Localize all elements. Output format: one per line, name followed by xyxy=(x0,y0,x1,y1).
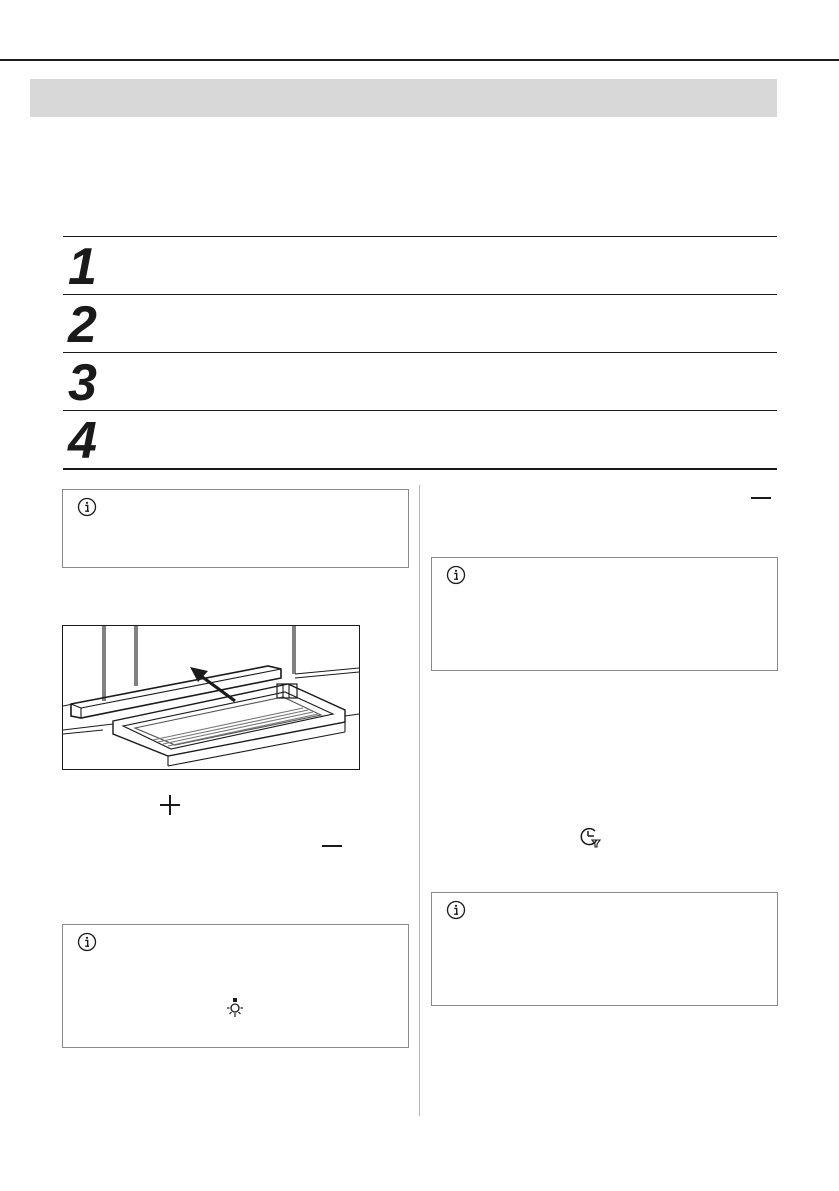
fan-speed-table xyxy=(63,236,777,470)
speed-row-2 xyxy=(63,294,777,352)
filter-timer-icon[interactable] xyxy=(578,825,602,849)
speed-row-4 xyxy=(63,410,777,470)
left-info-note-2 xyxy=(62,924,409,1048)
right-info-note-2 xyxy=(431,892,778,1006)
minus-icon[interactable] xyxy=(750,490,772,506)
speed-number-1: 1 xyxy=(68,238,97,296)
info-icon xyxy=(77,932,97,952)
top-rule xyxy=(0,59,839,61)
info-icon xyxy=(446,565,466,585)
cooker-hood-drawer-illustration xyxy=(62,625,360,770)
info-icon xyxy=(446,900,466,920)
right-info-note-1 xyxy=(431,557,778,671)
speed-row-1 xyxy=(63,236,777,294)
section-header-band xyxy=(30,79,777,117)
speed-number-3: 3 xyxy=(68,354,97,412)
speed-number-2: 2 xyxy=(68,296,97,354)
speed-row-3 xyxy=(63,352,777,410)
speed-number-4: 4 xyxy=(68,412,97,470)
column-divider xyxy=(419,485,420,1116)
left-info-note-1 xyxy=(62,489,409,568)
hood-drawing xyxy=(63,626,359,769)
minus-icon[interactable] xyxy=(321,838,343,854)
plus-icon[interactable] xyxy=(159,794,181,816)
light-icon xyxy=(225,997,245,1019)
info-icon xyxy=(77,497,97,517)
